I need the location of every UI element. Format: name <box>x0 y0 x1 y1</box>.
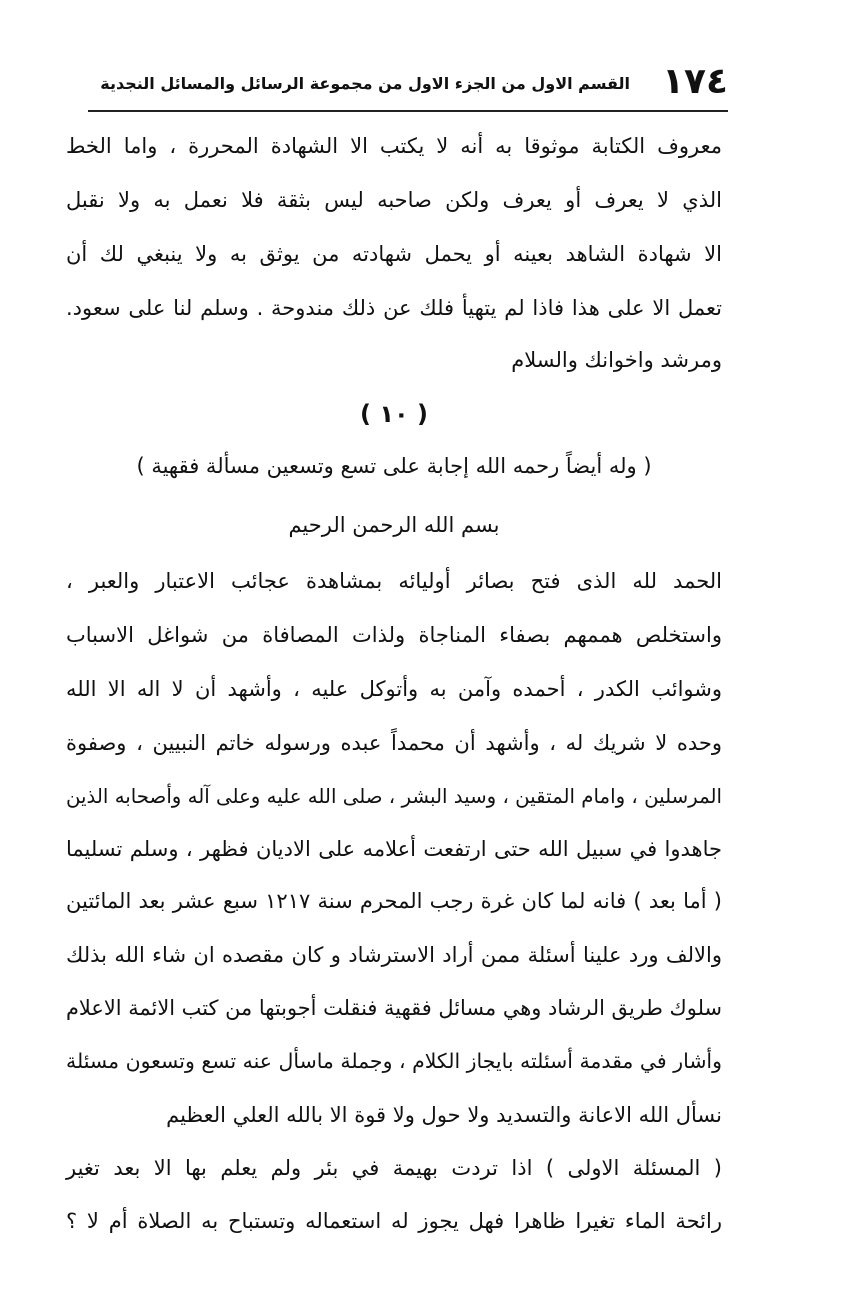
text-line: وحده لا شريك له ، وأشهد أن محمداً عبده ورسوله خاتم النبيين ، وصفوة <box>66 731 722 755</box>
page-header <box>88 56 728 112</box>
text-line: ( أما بعد ) فانه لما كان غرة رجب المحرم سنة ١٢١٧ سبع عشر بعد المائتين <box>66 889 722 913</box>
text-line: واستخلص هممهم بصفاء المناجاة ولذات المصافاة من شواغل الاسباب <box>66 623 722 647</box>
text-line: سلوك طريق الرشاد وهي مسائل فقهية فنقلت أجوبتها من كتب الائمة الاعلام <box>66 996 722 1020</box>
text-line: ومرشد واخوانك والسلام <box>511 348 722 372</box>
text-line: وأشار في مقدمة أسئلته بايجاز الكلام ، وجملة ماسأل عنه تسع وتسعون مسئلة <box>66 1049 722 1073</box>
text-line: معروف الكتابة موثوقا به أنه لا يكتب الا الشهادة المحررة ، واما الخط <box>66 134 722 158</box>
section-title: ( وله أيضاً رحمه الله إجابة على تسع وتسعين مسألة فقهية ) <box>136 454 652 478</box>
basmala: بسم الله الرحمن الرحيم <box>288 513 500 537</box>
page-number: ١٧٤ <box>662 61 728 102</box>
text-line: الحمد لله الذى فتح بصائر أوليائه بمشاهدة عجائب الاعتبار والعبر ، <box>66 569 722 593</box>
text-line: الا شهادة الشاهد بعينه أو يحمل شهادته من يوثق به ولا ينبغي لك أن <box>66 242 722 266</box>
text-line: المرسلين ، وامام المتقين ، وسيد البشر ، صلى الله عليه وعلى آله وأصحابه الذين <box>66 785 722 808</box>
text-line: تعمل الا على هذا فاذا لم يتهيأ فلك عن ذلك مندوحة . وسلم لنا على سعود. <box>66 296 722 320</box>
text-line: وشوائب الكدر ، أحمده وآمن به وأتوكل عليه ، وأشهد أن لا اله الا الله <box>66 677 722 701</box>
text-line: نسأل الله الاعانة والتسديد ولا حول ولا قوة الا بالله العلي العظيم <box>166 1103 722 1127</box>
text-line: رائحة الماء تغيرا ظاهرا فهل يجوز له استعماله وتستباح به الصلاة أم لا ؟ <box>66 1209 722 1233</box>
text-line: والالف ورد علينا أسئلة ممن أراد الاسترشاد و كان مقصده ان شاء الله بذلك <box>66 943 722 967</box>
header-rule <box>88 110 728 112</box>
running-head: القسم الاول من الجزء الاول من مجموعة الرسائل والمسائل النجدية <box>100 74 630 93</box>
text-line: جاهدوا في سبيل الله حتى ارتفعت أعلامه على الاديان فظهر ، وسلم تسليما <box>66 837 722 861</box>
text-line: الذي لا يعرف أو يعرف ولكن صاحبه ليس بثقة فلا نعمل به ولا نقبل <box>66 188 722 212</box>
text-line: ( المسئلة الاولى ) اذا تردت بهيمة في بئر ولم يعلم بها الا بعد تغير <box>66 1156 722 1180</box>
section-number: ( ١٠ ) <box>360 400 428 428</box>
